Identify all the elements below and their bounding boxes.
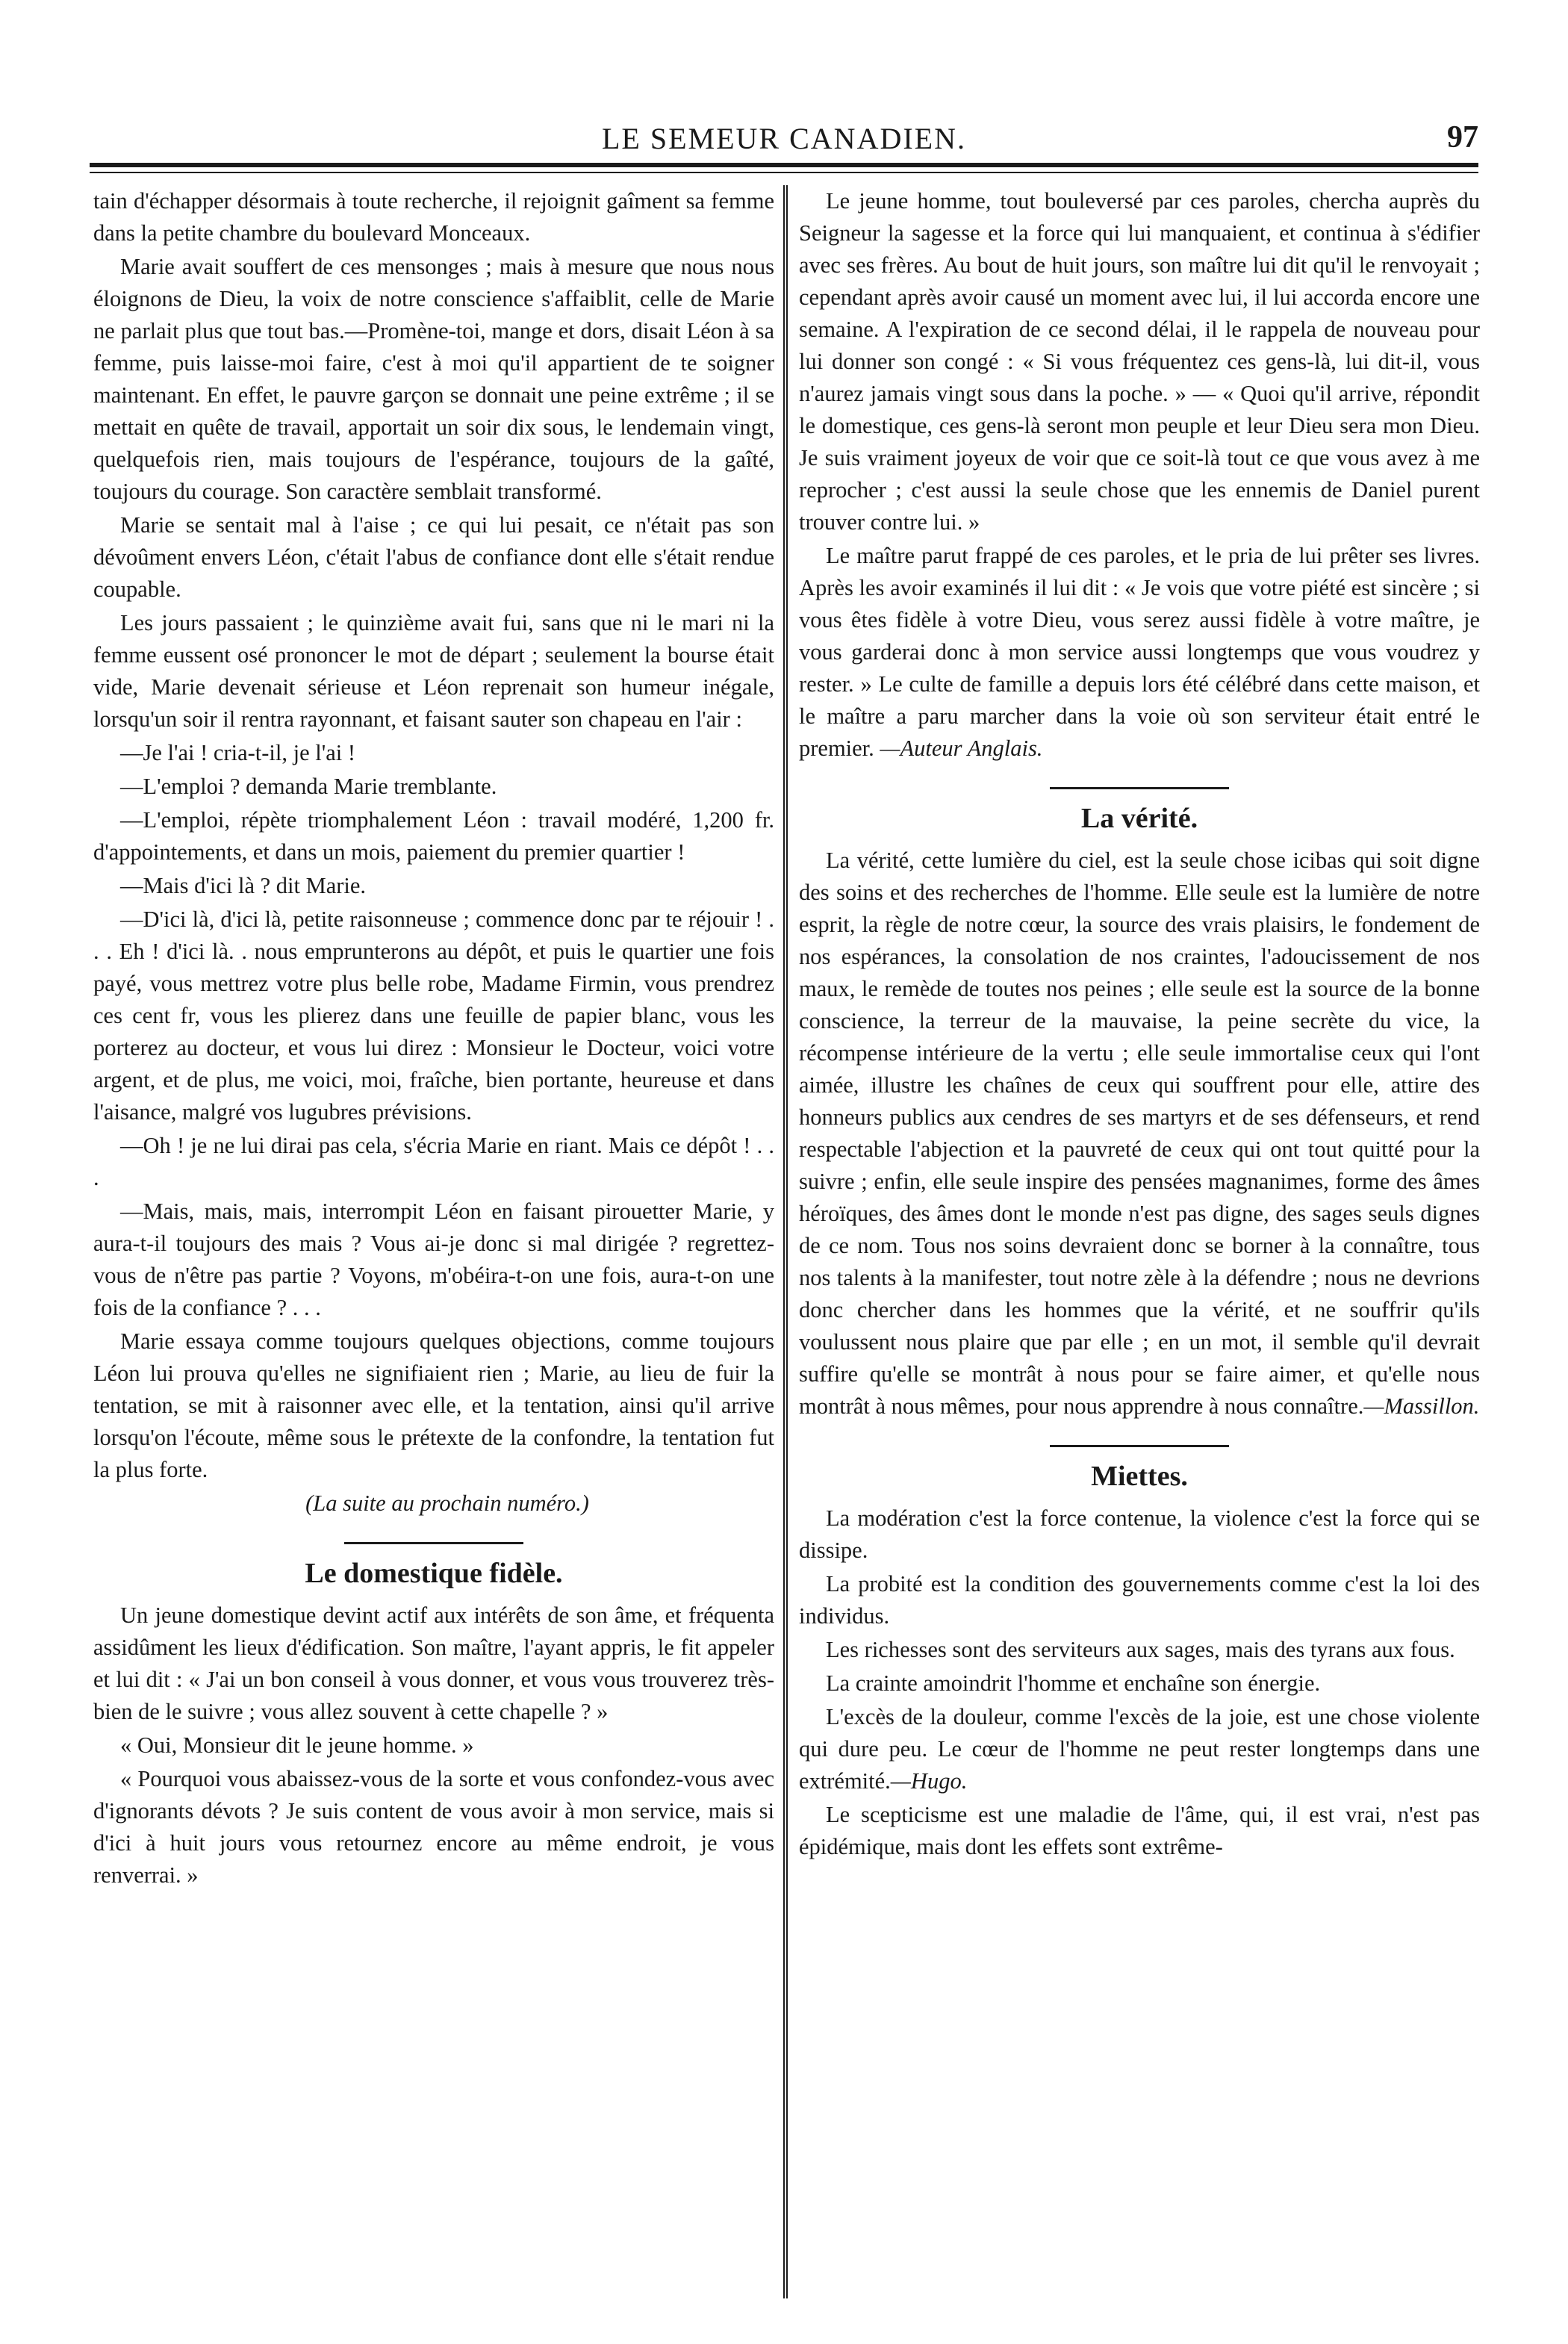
story-paragraph: —D'ici là, d'ici là, petite raisonneuse ; commence donc par te réjouir ! . . . Eh ! d'ici là. . nous emprunterons au dépôt, et puis le quartier une fois payé, vous mettrez votre plus belle robe, Madame Firmin, vous prendrez ces cent fr, vous les plierez dans une feuille de papier blanc, vous les porterez au docteur, et vous lui direz : Monsieur le Docteur, voici votre argent, et de plus, me voici, moi, fraîche, bien portante, heureuse et dans l'aisance, malgré vos lugubres prévisions. — [93, 907, 774, 1125]
section-divider — [1050, 1445, 1229, 1447]
miette-item: Les richesses sont des serviteurs aux sages, mais des tyrans aux fous. — [826, 1637, 1455, 1662]
hugo-signature: —Hugo. — [890, 1768, 968, 1794]
section-title-verite: La vérité. — [1080, 803, 1198, 834]
domestique-continued-paragraph — [799, 540, 1480, 765]
domestique-continued-paragraph: Le jeune homme, tout bouleversé par ces paroles, chercha auprès du Seigneur la sagesse et la force qui lui manquaient, et continua à s'édifier avec ses frères. Au bout de huit jours, son maître lui dit qu'il le renvoyait ; cependant après avoir causé un moment avec lui, il lui accorda encore une semaine. A l'expiration de ce second délai, il le rappela de nouveau pour lui donner son congé : « Si vous fréquentez ces gens-là, lui dit-il, vous n'aurez jamais vingt sous dans la poche. » — « Quoi qu'il arrive, répondit le domestique, ces gens-là seront mon peuple et leur Dieu sera mon Dieu. Je suis vraiment joyeux de voir que ce soit-là tout ce que vous avez à me reprocher ; c'est aussi la seule chose que les ennemis de Daniel purent trouver contre lui. » — [799, 188, 1480, 535]
column-separator — [783, 185, 788, 2298]
story-paragraph: Marie se sentait mal à l'aise ; ce qui lui pesait, ce n'était pas son dévoûment envers Léon, c'était l'abus de confiance dont elle s'était rendue coupable. — [93, 512, 774, 602]
miette-item: La probité est la condition des gouvernements comme c'est la loi des individus. — [799, 1571, 1480, 1629]
domestique-continued-text: Le maître parut frappé de ces paroles, et le pria de lui prêter ses livres. Après les avoir examinés il lui dit : « Je vois que votre piété est sincère ; si vous êtes fidèle à votre Dieu, vous serez aussi fidèle à votre maître, je vous garderai donc à mon service aussi longtemps que vous voudrez y rester. » Le culte de famille a depuis lors été célébré dans cette maison, et le maître a paru marcher dans la voie où son serviteur était entré le premier. — [799, 543, 1480, 761]
story-paragraph: —L'emploi, répète triomphalement Léon : travail modéré, 1,200 fr. d'appointements, et dans un mois, paiement du premier quartier ! — [93, 807, 774, 865]
page-header — [90, 112, 1478, 157]
story-paragraph: tain d'échapper désormais à toute recherche, il rejoignit gaîment sa femme dans la petite chambre du boulevard Monceaux. — [93, 188, 774, 246]
header-rule-thin — [90, 172, 1478, 173]
story-paragraph: —Mais, mais, mais, interrompit Léon en faisant pirouetter Marie, y aura-t-il toujours des mais ? Vous ai-je donc si mal dirigée ? regrettez-vous de n'être pas partie ? Voyons, m'obéira-t-on une fois, aura-t-on une fois de la confiance ? . . . — [93, 1199, 774, 1320]
story-paragraph: Les jours passaient ; le quinzième avait fui, sans que ni le mari ni la femme eussent osé prononcer le mot de départ ; seulement la bourse était vide, Marie devenait sérieuse et Léon reprenait son humeur inégale, lorsqu'un soir il rentra rayonnant, et faisant sauter son chapeau en l'air : — [93, 610, 774, 732]
massillon-signature: —Massillon. — [1363, 1393, 1480, 1419]
verite-paragraph — [799, 845, 1480, 1423]
miette-item: La modération c'est la force contenue, la violence c'est la force qui se dissipe. — [799, 1505, 1480, 1563]
page-number: 97 — [1447, 120, 1478, 155]
section-title-miettes: Miettes. — [1091, 1461, 1188, 1492]
newspaper-title: LE SEMEUR CANADIEN. — [602, 122, 966, 155]
story-paragraph: Marie avait souffert de ces mensonges ; mais à mesure que nous nous éloignons de Dieu, la voix de notre conscience s'affaiblit, celle de Marie ne parlait plus que tout bas.—Promène-toi, mange et dors, disait Léon à sa femme, puis laisse-moi faire, c'est à moi qu'il appartient de te soigner maintenant. En effet, le pauvre garçon se donnait une peine extrême ; il se mettait en quête de travail, apportait un soir dix sous, le lendemain vingt, quelquefois rien, mais toujours de l'espérance, toujours de la gaîté, toujours du courage. Son caractère semblait transformé. — [93, 254, 774, 504]
continued-note: (La suite au prochain numéro.) — [305, 1490, 589, 1516]
author-signature: —Auteur Anglais. — [880, 736, 1043, 761]
story-paragraph: —Mais d'ici là ? dit Marie. — [120, 873, 367, 898]
miette-item: La crainte amoindrit l'homme et enchaîne son énergie. — [826, 1670, 1321, 1696]
verite-text: La vérité, cette lumière du ciel, est la seule chose icibas qui soit digne des soins et des recherches de l'homme. Elle seule est la lumière de notre esprit, la règle de notre cœur, la source des vrais plaisirs, le fondement de nos espérances, la consolation de nos craintes, l'adoucissement de nos maux, le remède de toutes nos peines ; elle seule est la source de la bonne conscience, la terreur de la mauvaise, la peine secrète du vice, la récompense intérieure de la vertu ; elle seule immortalise ceux qui l'ont aimée, illustre les chaînes de ceux qui souffrent pour elle, attire des honneurs publics aux cendres de ses martyrs et de ses défenseurs, et rend respectable l'abjection et la pauvreté de ceux qui ont tout quitté pour la suivre ; enfin, elle seule inspire des pensées magnanimes, forme des âmes héroïques, des âmes dont le monde n'est pas digne, des sages seuls dignes de ce nom. Tous nos soins devraient donc se borner à la connaître, tous nos talents à la manifester, tout notre zèle à la défendre ; nous ne devrions donc chercher dans les hommes que la vérité, et ne souffrir qu'ils voulussent nous plaire que par elle ; en un mot, il semble qu'il devrait suffire qu'elle se montrât à nous pour se faire aimer, et qu'elle nous montrât à nous mêmes, pour nous apprendre à nous connaître. — [799, 848, 1480, 1419]
story-paragraph: —Je l'ai ! cria-t-il, je l'ai ! — [120, 740, 356, 765]
story-paragraph: Marie essaya comme toujours quelques objections, comme toujours Léon lui prouva qu'elles ne signifiaient rien ; Marie, au lieu de fuir la tentation, se mit à raisonner avec elle, et la tentation, ainsi qu'il arrive lorsqu'on l'écoute, même sous le prétexte de la confondre, la tentation fut la plus forte. — [93, 1328, 774, 1482]
domestique-paragraph: « Pourquoi vous abaissez-vous de la sorte et vous confondez-vous avec d'ignorants dévots ? Je suis content de vous avoir à mon service, mais si d'ici à huit jours vous retournez encore au même endroit, je vous renverrai. » — [93, 1766, 774, 1888]
story-paragraph: —Oh ! je ne lui dirai pas cela, s'écria Marie en riant. Mais ce dépôt ! . . . — [93, 1133, 774, 1190]
domestique-paragraph: Un jeune domestique devint actif aux intérêts de son âme, et fréquenta assidûment les lieux d'édification. Son maître, l'ayant appris, le fit appeler et lui dit : « J'ai un bon conseil à vous donner, et vous vous trouverez très-bien de le suivre ; vous allez souvent à cette chapelle ? » — [93, 1602, 774, 1724]
section-title-domestique: Le domestique fidèle. — [305, 1558, 563, 1589]
header-rule-thick — [90, 163, 1478, 167]
left-column — [93, 185, 774, 2298]
section-divider — [344, 1542, 523, 1544]
miette-item: Le scepticisme est une maladie de l'âme, qui, il est vrai, n'est pas épidémique, mais dont les effets sont extrême- — [799, 1802, 1480, 1859]
story-paragraph: —L'emploi ? demanda Marie tremblante. — [120, 774, 497, 799]
domestique-paragraph: « Oui, Monsieur dit le jeune homme. » — [120, 1732, 474, 1758]
section-divider — [1050, 787, 1229, 789]
right-column — [799, 185, 1480, 2298]
miette-item — [799, 1701, 1480, 1797]
miette-text: L'excès de la douleur, comme l'excès de la joie, est une chose violente qui dure peu. Le cœur de l'homme ne peut rester longtemps dans une extrémité. — [799, 1704, 1480, 1794]
